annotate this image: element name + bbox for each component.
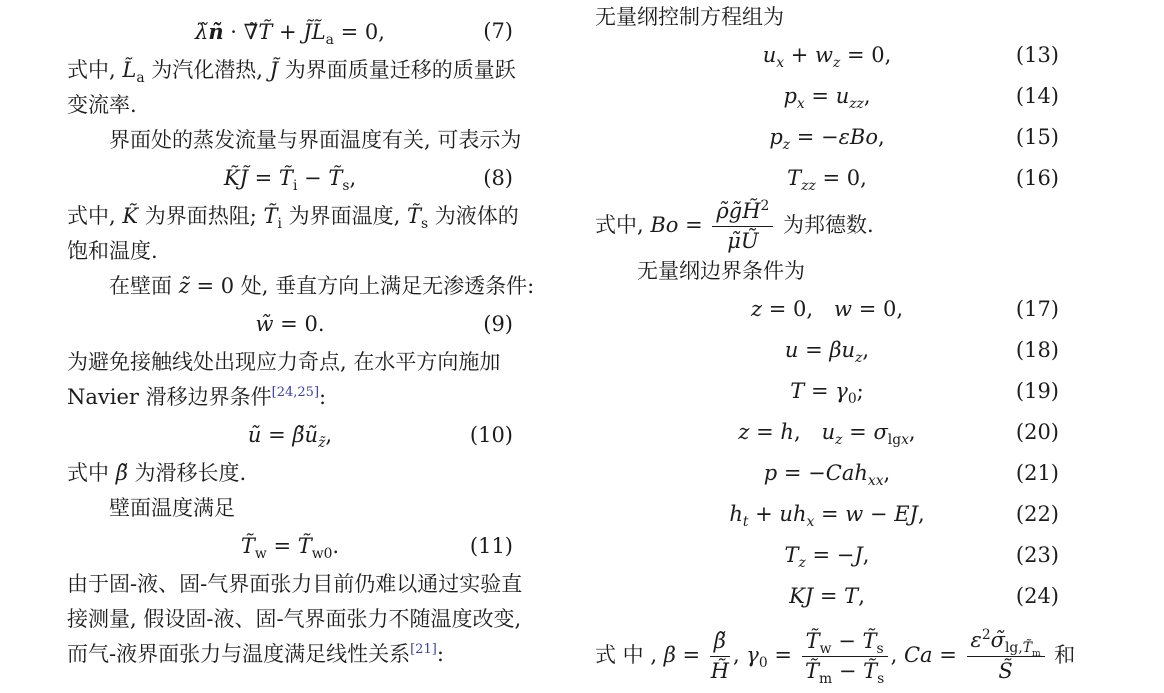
math-operator: = − (790, 125, 839, 149)
math-symbol-tilde: K̃ (223, 166, 240, 190)
text-run: 和 (1047, 642, 1076, 667)
math-operator: = (852, 296, 883, 321)
math-operator: , (858, 583, 865, 608)
math-symbol: h (729, 501, 743, 526)
subscript (1004, 640, 1041, 660)
math-operator: = (266, 534, 298, 558)
subscript (848, 391, 857, 407)
math-symbol-tilde: S̃ (998, 659, 1013, 684)
math-symbol: z (798, 554, 806, 571)
fraction-numerator (802, 629, 888, 657)
math-symbol: m (819, 670, 833, 687)
math-operator: = (814, 501, 846, 526)
math-symbol-tilde: β̃ (292, 423, 305, 447)
text-line (67, 637, 513, 672)
equation-math (256, 312, 325, 336)
equation-number: (22) (1015, 501, 1059, 526)
equation-number: (14) (1015, 84, 1059, 108)
math-symbol: s (421, 216, 429, 233)
subscript (326, 32, 334, 48)
equation-math (784, 337, 870, 366)
text-run: 饱和温度. (67, 239, 158, 263)
math-symbol-tilde: K̃ (122, 204, 139, 228)
equation-math (729, 501, 925, 530)
math-symbol: 0 (871, 43, 885, 67)
math-operator: = (273, 312, 305, 336)
math-operator: − (832, 658, 864, 683)
math-symbol: z (782, 137, 791, 154)
text-line (67, 123, 522, 158)
math-symbol: p (769, 125, 783, 149)
math-symbol: i (292, 178, 298, 195)
text-line (67, 602, 522, 637)
equation-number: (8) (483, 166, 513, 190)
math-operator: ; (856, 378, 864, 403)
math-symbol: γ (835, 378, 848, 403)
math-symbol: σ (873, 419, 888, 444)
text-run: 式中, (67, 58, 123, 82)
math-symbol: u (762, 43, 777, 67)
math-symbol: w (834, 296, 853, 321)
equation-math (790, 378, 864, 407)
equation (67, 415, 513, 456)
math-symbol: u (784, 337, 799, 362)
subscript (849, 96, 864, 112)
text-line (67, 53, 516, 88)
math-symbol: lg (887, 431, 902, 448)
math-symbol: T (787, 166, 802, 190)
text-run: 无量纲控制方程组为 (595, 5, 784, 29)
equation (595, 330, 1059, 371)
fraction (712, 199, 773, 254)
equation-number: (13) (1015, 43, 1059, 67)
math-symbol: zz (801, 178, 816, 195)
math-symbol-tilde: T̃ (805, 628, 820, 653)
math-symbol-tilde: J̃ (239, 166, 248, 190)
equation-math (784, 542, 870, 571)
equation-math (247, 423, 333, 452)
text-run: 为界面温度, (281, 204, 407, 228)
math-symbol-tilde: w̃ (255, 312, 274, 336)
math-symbol-tilde: T̃ (258, 20, 273, 44)
equation-number: (15) (1015, 125, 1059, 149)
subscript (877, 671, 884, 687)
equation-math (789, 584, 865, 608)
math-symbol: 0 (882, 296, 897, 321)
text-line (67, 269, 535, 304)
text-run: Navier 滑移边界条件 (67, 385, 272, 409)
math-symbol: u (821, 419, 836, 444)
math-operator: = (762, 296, 793, 321)
math-symbol: γ (746, 642, 759, 667)
math-operator: , (325, 423, 333, 447)
math-symbol: KJ (789, 583, 814, 608)
text-run: 式中, (595, 212, 651, 237)
equation (595, 535, 1059, 576)
equation-number: (7) (483, 19, 513, 43)
math-symbol-tilde: μ̃ (727, 228, 741, 253)
equation-math (783, 84, 871, 113)
subscript (799, 555, 806, 571)
math-symbol-tilde: T̃ (406, 204, 421, 228)
text-run: 式中 (67, 461, 116, 485)
math-symbol-tilde: T̃ (240, 534, 255, 558)
math-operator: − (863, 501, 895, 526)
math-symbol: 0 (792, 296, 807, 321)
equation-math (738, 419, 916, 448)
equation-number: (17) (1015, 296, 1059, 321)
math-symbol: s (876, 640, 884, 657)
equation (595, 412, 1059, 453)
math-symbol: 0 (847, 390, 857, 407)
equation-number: (20) (1015, 419, 1059, 444)
math-symbol-tilde: z̃ (178, 274, 190, 298)
fraction-denominator (998, 657, 1012, 684)
math-symbol: T (784, 542, 799, 567)
subscript (783, 137, 790, 153)
math-symbol: w0 (311, 546, 333, 563)
text-line (595, 199, 1059, 254)
math-operator: , (378, 20, 385, 44)
math-symbol-tilde: ρ̃ (716, 199, 729, 223)
equation (595, 453, 1059, 494)
math-operator: , (890, 642, 904, 667)
math-symbol: 0 (846, 166, 861, 190)
math-operator: = (333, 20, 365, 44)
math-symbol: 2 (981, 627, 991, 644)
math-symbol: w (819, 640, 832, 657)
math-symbol: J (854, 542, 863, 567)
math-symbol: u (835, 84, 850, 108)
math-symbol-tilde: λ̃ (195, 20, 209, 44)
math-symbol: 0 (758, 654, 768, 671)
subscript (888, 432, 909, 448)
math-operator: = (678, 212, 710, 237)
math-symbol-tilde: Ũ (740, 228, 759, 253)
math-symbol: m (1031, 649, 1041, 660)
text-line (595, 254, 1059, 289)
equation-math (240, 534, 340, 563)
subscript (868, 473, 884, 489)
fraction (967, 628, 1045, 684)
math-symbol-tilde: H̃ (710, 658, 730, 683)
equation-math (763, 460, 891, 489)
math-operator: = − (777, 460, 826, 485)
math-symbol-tilde: g̃ (728, 199, 743, 223)
math-operator: = (804, 84, 836, 108)
subscript (801, 178, 816, 194)
math-symbol: 0 (220, 274, 235, 298)
equation (67, 304, 513, 345)
text-line (67, 456, 513, 491)
right-column (595, 0, 1076, 693)
math-operator: = (813, 583, 845, 608)
equation-number: (16) (1015, 166, 1059, 190)
equation-math (787, 166, 867, 195)
math-symbol: T (790, 378, 805, 403)
equation (595, 158, 1059, 199)
math-operator: , (884, 43, 892, 67)
equation-math (195, 19, 385, 49)
math-symbol: x (901, 431, 909, 448)
text-run: 式 中 , (595, 642, 664, 667)
math-operator: , (732, 642, 747, 667)
math-symbol-tilde: J̃ (269, 58, 279, 82)
math-symbol: Bo (650, 212, 679, 237)
math-symbol: w (845, 501, 864, 526)
math-operator: , (806, 296, 835, 321)
equation (595, 289, 1059, 330)
math-symbol: x (776, 55, 785, 72)
math-operator: = (815, 166, 847, 190)
math-symbol-tilde: H̃ (742, 199, 761, 223)
text-line (67, 88, 513, 123)
text-run: 而气-液界面张力与温度满足线性关系 (67, 642, 411, 666)
math-operator: = − (805, 542, 855, 567)
math-symbol: s (877, 670, 885, 687)
text-line (67, 234, 513, 269)
math-operator: + (748, 501, 780, 526)
text-line (595, 0, 1059, 35)
fraction-denominator (711, 657, 729, 684)
math-operator: . (332, 534, 340, 558)
math-symbol: 0 (304, 312, 318, 336)
citation-link[interactable]: [21] (410, 642, 437, 657)
math-operator: , (862, 542, 870, 567)
equation-number: (11) (469, 534, 513, 558)
text-run: 为滑移长度. (127, 461, 247, 485)
math-symbol-tilde: β̃ (115, 461, 128, 485)
math-operator: , (860, 166, 867, 190)
equation (595, 576, 1059, 617)
superscript (761, 198, 770, 214)
math-symbol: z (835, 431, 843, 448)
math-symbol-tilde: ũ (304, 423, 319, 447)
text-line (67, 199, 519, 234)
math-operator: = (842, 419, 874, 444)
text-run: 处, 垂直方向上满足无渗透条件: (234, 274, 535, 298)
fraction (802, 628, 888, 687)
text-run: : (319, 385, 327, 409)
math-symbol-tilde: L̃ (311, 20, 326, 44)
math-operator: + (784, 43, 815, 67)
text-run: 无量纲边界条件为 (637, 258, 805, 283)
math-symbol: x (796, 96, 805, 113)
text-run: 式中, (67, 204, 123, 228)
subscript (797, 96, 805, 112)
math-operator: = (840, 43, 872, 67)
subscript (877, 641, 884, 657)
text-run: 变流率. (67, 93, 137, 117)
text-line (67, 491, 513, 526)
equation (595, 371, 1059, 412)
math-symbol: p (783, 84, 797, 108)
subscript (312, 546, 333, 562)
text-run: 为液体的 (428, 204, 519, 228)
math-symbol-tilde: σ̃ (990, 628, 1005, 653)
math-symbol-tilde: T̃ (805, 658, 820, 683)
left-column (67, 0, 535, 672)
equation-math (769, 125, 885, 154)
math-symbol-tilde: ũ (247, 423, 262, 447)
math-symbol: a (136, 70, 145, 87)
text-run: 为界面质量迁移的质量跃 (278, 58, 516, 82)
math-symbol-tilde: T̃ (328, 166, 343, 190)
citation-link[interactable]: [24,25] (271, 385, 320, 400)
math-symbol-tilde: T̃ (862, 628, 877, 653)
math-symbol: Cah (825, 460, 868, 485)
fraction (710, 629, 730, 684)
text-run: 壁面温度满足 (109, 496, 235, 520)
subscript (759, 655, 768, 671)
math-symbol: β (663, 642, 676, 667)
math-operator: = (932, 642, 964, 667)
math-symbol: z (855, 349, 863, 366)
math-operator: + (272, 20, 304, 44)
equation (67, 526, 513, 567)
subscript (776, 55, 784, 71)
math-symbol-tilde: ∇̃ (243, 20, 259, 44)
math-symbol: zz (849, 96, 864, 113)
math-symbol-tilde: β̃ (713, 628, 726, 653)
equation-number: (21) (1015, 460, 1059, 485)
text-run: 为界面热阻; (138, 204, 264, 228)
math-symbol: 0 (364, 20, 379, 44)
equation-number: (18) (1015, 337, 1059, 362)
math-symbol: w (815, 43, 833, 67)
math-symbol: T (844, 583, 859, 608)
math-operator: , (908, 419, 916, 444)
math-symbol-tilde: T̃ (297, 534, 312, 558)
subscript (1032, 649, 1041, 659)
subscript (820, 641, 832, 657)
math-symbol: EJ (894, 501, 918, 526)
math-operator: = (261, 423, 293, 447)
equation (595, 494, 1059, 535)
text-run: 由于固-液、固-气界面张力目前仍难以通过实验直 (67, 572, 523, 596)
math-symbol: 2 (760, 198, 770, 214)
equation-math (223, 166, 357, 195)
math-symbol-tilde: ñ (208, 19, 224, 44)
equation (67, 11, 513, 53)
math-operator: = (247, 166, 279, 190)
math-operator: · (223, 20, 244, 44)
subscript (819, 671, 832, 687)
text-run: 在壁面 (109, 274, 179, 298)
equation (595, 35, 1059, 76)
math-symbol: uh (779, 501, 807, 526)
math-symbol: z (738, 419, 750, 444)
subscript (255, 546, 267, 562)
math-symbol: s (342, 178, 350, 195)
math-operator: = (749, 419, 781, 444)
math-operator: , (793, 419, 822, 444)
math-operator: , (896, 296, 904, 321)
math-symbol: z (832, 55, 841, 72)
math-symbol: h (780, 419, 794, 444)
equation (67, 158, 513, 199)
fraction-denominator (727, 227, 758, 254)
math-symbol: p (763, 460, 778, 485)
text-run: 为避免接触线处出现应力奇点, 在水平方向施加 (67, 350, 501, 374)
math-symbol-tilde: T̃ (863, 658, 878, 683)
equation-number: (23) (1015, 542, 1059, 567)
math-symbol: xx (867, 472, 884, 489)
math-symbol-tilde: z̃ (318, 435, 326, 452)
math-symbol-tilde: T̃ (278, 166, 293, 190)
equation (595, 76, 1059, 117)
math-symbol: t (742, 513, 749, 530)
math-operator: = (767, 642, 799, 667)
equation-number: (10) (469, 423, 513, 447)
fraction-denominator (805, 657, 885, 687)
math-symbol: i (277, 216, 282, 233)
math-symbol: βu (829, 337, 856, 362)
math-operator: , (877, 125, 885, 149)
equation (595, 117, 1059, 158)
text-run: 为邦德数. (776, 212, 874, 237)
math-operator: , (349, 166, 357, 190)
math-operator: = (189, 274, 221, 298)
superscript (982, 627, 991, 643)
fraction-numerator (710, 629, 730, 657)
equation-number: (24) (1015, 583, 1059, 608)
math-symbol: ε (970, 628, 982, 653)
text-run: 为汽化潜热, (144, 58, 270, 82)
math-symbol: z (750, 296, 763, 321)
fraction-numerator (712, 199, 773, 227)
math-operator: , (883, 460, 891, 485)
text-run: : (436, 642, 444, 666)
math-symbol: x (806, 513, 815, 530)
text-line (67, 345, 513, 380)
text-line (67, 380, 513, 415)
fraction-numerator (967, 627, 1045, 660)
math-operator: , (863, 84, 871, 108)
math-operator: . (317, 312, 325, 336)
equation-math (762, 43, 892, 72)
math-symbol: a (325, 32, 334, 49)
math-symbol: w (254, 546, 267, 563)
math-operator: = (804, 378, 836, 403)
equation-number: (19) (1015, 378, 1059, 403)
equation-number: (9) (483, 312, 513, 336)
text-line (595, 617, 1076, 693)
text-line (67, 567, 523, 602)
math-symbol-tilde: L̃ (122, 58, 137, 82)
math-operator: − (831, 628, 863, 653)
text-run: 接测量, 假设固-液、固-气界面张力不随温度改变, (67, 607, 522, 631)
math-symbol-tilde: T̃ (263, 204, 278, 228)
math-symbol-tilde: J̃ (303, 20, 312, 44)
text-run: 界面处的蒸发流量与界面温度有关, 可表示为 (109, 128, 522, 152)
math-symbol: lg, (1004, 640, 1023, 657)
math-operator: − (297, 166, 329, 190)
equation-math (751, 297, 903, 321)
math-symbol-tilde: T̃ (1022, 640, 1032, 657)
math-symbol: Ca (903, 642, 933, 667)
subscript (136, 70, 144, 86)
math-symbol: εBo (838, 125, 878, 149)
math-operator: , (862, 337, 870, 362)
math-operator: = (675, 642, 707, 667)
math-operator: = (798, 337, 830, 362)
math-operator: , (917, 501, 925, 526)
